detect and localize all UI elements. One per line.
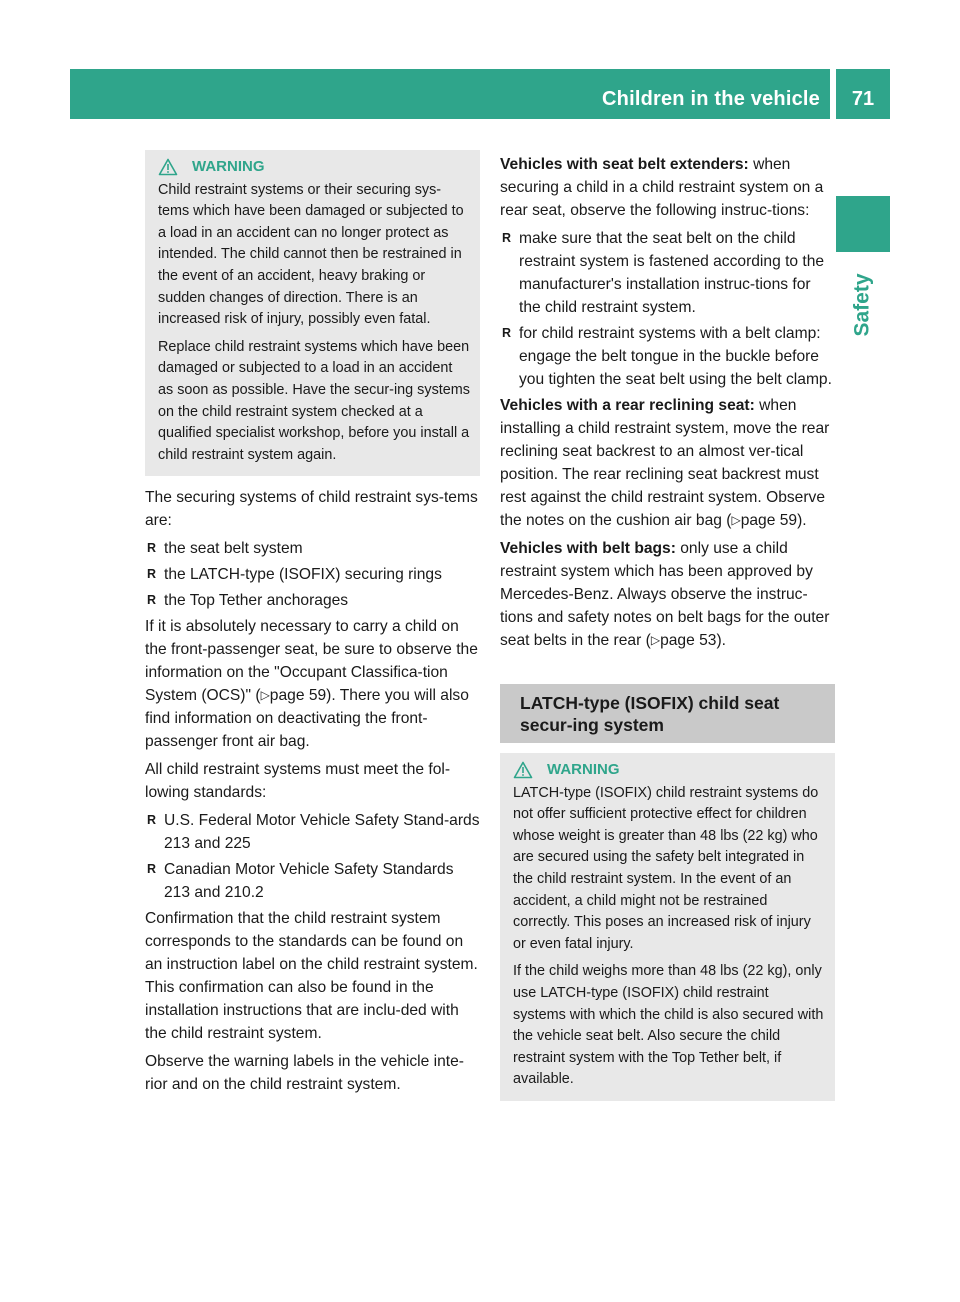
body-paragraph: [145, 615, 480, 753]
warning-triangle-icon: [158, 158, 178, 176]
list-item: R the seat belt system: [145, 537, 480, 560]
list-item: R for child restraint systems with a belt clamp: engage the belt tongue in the buckle before you tighten the seat belt using the belt clamp.: [500, 322, 835, 391]
warning-triangle-icon: [513, 761, 533, 779]
text-run: ). There you will also find information on deactivating the front-passenger front air bag.: [145, 687, 469, 751]
section-tab-label: [836, 265, 890, 345]
page-reference-link[interactable]: page 59: [269, 687, 327, 705]
securing-systems-list: [145, 537, 480, 612]
page-number: 71: [836, 69, 890, 119]
list-item: R the LATCH-type (ISOFIX) securing rings: [145, 563, 480, 586]
list-item: R make sure that the seat belt on the child restraint system is fastened according to the manufacturer's installation instruc-tions for the child restraint system.: [500, 227, 835, 319]
warning-paragraph: Replace child restraint systems which have been damaged or subjected to a load in an accident as soon as possible. Have the secur-ing systems on the child restraint system checked at a qualified specialist workshop, before you install a child restraint system again.: [158, 338, 470, 463]
text-run: ).: [797, 512, 807, 529]
body-paragraph: [500, 394, 835, 532]
body-paragraph: [500, 537, 835, 652]
warning-box: [500, 753, 835, 1101]
body-paragraph: [500, 153, 835, 222]
body-paragraph: Confirmation that the child restraint system corresponds to the standards can be found on an instruction label on the child restraint system. This confirmation can also be found in the installation instructions that are inclu-ded with the child restraint system.: [145, 910, 478, 1043]
instructions-list: [500, 227, 835, 391]
page-ref-arrow-icon: ▷: [731, 513, 741, 527]
body-paragraph: The securing systems of child restraint sys-tems are:: [145, 489, 478, 530]
header-bar: [70, 69, 830, 119]
standards-list: [145, 809, 480, 904]
bold-label: Vehicles with belt bags:: [500, 540, 676, 557]
warning-heading-text: WARNING: [547, 761, 620, 778]
list-item: R Canadian Motor Vehicle Safety Standards 213 and 210.2: [145, 858, 480, 904]
text-run: ).: [716, 632, 726, 649]
page-ref-arrow-icon: ▷: [650, 633, 661, 647]
page-reference-link[interactable]: page 53: [660, 632, 717, 649]
body-paragraph: Observe the warning labels in the vehicle inte-rior and on the child restraint system.: [145, 1053, 464, 1094]
warning-paragraph: LATCH-type (ISOFIX) child restraint systems do not offer sufficient protective effect for children whose weight is greater than 48 lbs (22 kg) who are secured using the safety belt integrated in the child restraint system. In the event of an accident, a child might not be restrained correctly. This poses an increased risk of injury or even fatal injury.: [513, 784, 819, 952]
text-run: when installing a child restraint system, move the rear reclining seat backrest to an almost ver-tical position. The rear reclining seat backrest must rest against the child restraint system. Observe the notes on the cushion air bag (: [500, 397, 830, 529]
warning-paragraph: Child restraint systems or their securing sys-tems which have been damaged or subjected to a load in an accident can no longer protect as intended. The child cannot then be restrained in the event of an accident, heavy braking or sudden changes of direction. There is an increased risk of injury, possibly even fatal.: [158, 181, 464, 328]
text-run: only use a child restraint system which has been approved by Mercedes-Benz. Always observe the instruc-tions and safety notes on belt bags for the outer seat belts in the rear (: [500, 540, 830, 649]
page-reference-link[interactable]: page 59: [740, 512, 798, 529]
warning-heading-text: WARNING: [192, 158, 265, 175]
list-item: R the Top Tether anchorages: [145, 589, 480, 612]
text-run: when securing a child in a child restraint system on a rear seat, observe the following instruc-tions:: [500, 156, 824, 219]
body-paragraph: All child restraint systems must meet the fol-lowing standards:: [145, 761, 451, 802]
list-item: R U.S. Federal Motor Vehicle Safety Stand-ards 213 and 225: [145, 809, 480, 855]
section-heading: LATCH-type (ISOFIX) child seat secur-ing system: [500, 684, 835, 743]
text-run: If it is absolutely necessary to carry a child on the front-passenger seat, be sure to observe the information on the "Occupant Classifica-tion System (OCS)" (: [145, 618, 478, 705]
warning-box: [145, 150, 480, 476]
warning-heading: [158, 156, 470, 178]
right-column: [500, 153, 835, 1101]
warning-paragraph: If the child weighs more than 48 lbs (22 kg), only use LATCH-type (ISOFIX) child restraint systems with which the child is also secured with the vehicle seat belt. Also secure the child restraint system with the Top Tether belt, if available.: [513, 963, 824, 1088]
chapter-title: Children in the vehicle: [602, 88, 820, 110]
bold-label: Vehicles with a rear reclining seat:: [500, 397, 755, 414]
section-tab-text: Safety: [851, 273, 874, 337]
left-column: [145, 150, 480, 1101]
page-ref-arrow-icon: ▷: [260, 688, 270, 703]
bold-label: Vehicles with seat belt extenders:: [500, 156, 749, 173]
section-tab-marker: [836, 196, 890, 252]
warning-heading: [513, 759, 825, 781]
